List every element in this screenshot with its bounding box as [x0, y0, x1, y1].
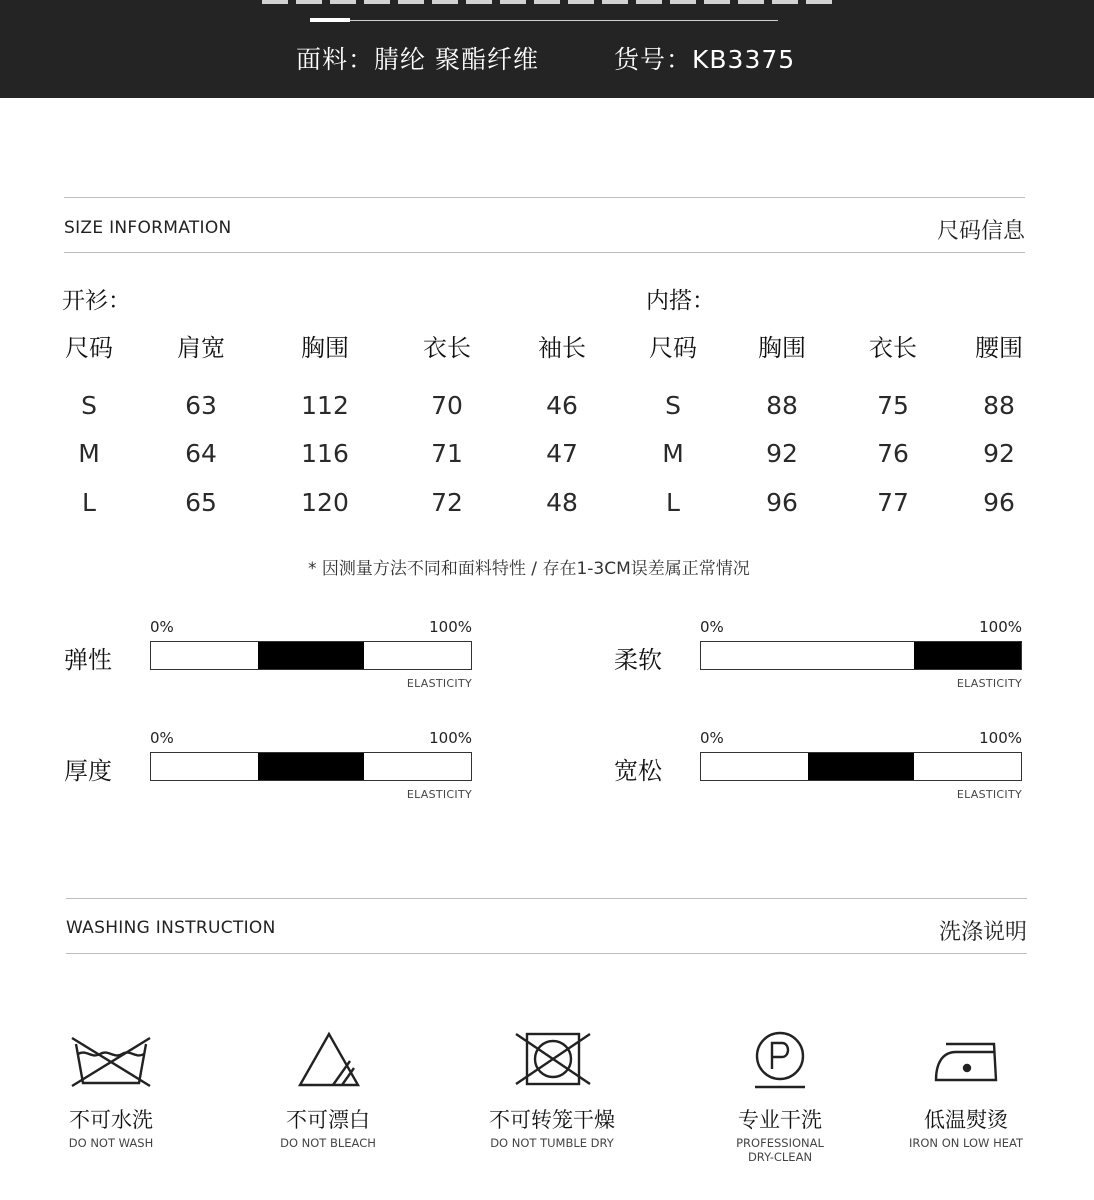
table-cell: 92 — [766, 439, 798, 468]
wash-label-en: DO NOT WASH — [68, 1136, 154, 1150]
table-cell: 76 — [877, 439, 909, 468]
gauge-max-label: 100% — [429, 729, 472, 747]
column-header: 袖长 — [538, 334, 586, 362]
table-cell: 96 — [983, 488, 1015, 517]
column-header: 尺码 — [65, 334, 113, 362]
table-cell: 120 — [301, 488, 349, 517]
no-wash-icon — [66, 1030, 156, 1090]
table-cell: 47 — [546, 439, 578, 468]
gauge-fill — [914, 642, 1021, 669]
inner-group-label: 内搭： — [646, 288, 715, 314]
gauge-max-label: 100% — [429, 618, 472, 636]
wash-label-en-2: DRY-CLEAN — [747, 1150, 813, 1164]
wash-label-zh: 低温熨烫 — [924, 1108, 1008, 1132]
gauge-bar — [700, 752, 1022, 781]
gauge-fill — [258, 642, 365, 669]
wash-label-zh: 不可转笼干燥 — [489, 1108, 615, 1132]
gauge-caption: ELASTICITY — [406, 788, 472, 801]
wash-label-en: DO NOT TUMBLE DRY — [490, 1136, 614, 1150]
table-cell: 116 — [301, 439, 349, 468]
wash-label-zh: 专业干洗 — [738, 1108, 822, 1132]
fabric-value: 腈纶 聚酯纤维 — [374, 45, 539, 74]
gauge-fill — [258, 753, 365, 780]
gauge-label: 弹性 — [64, 646, 112, 674]
table-cell: 46 — [546, 391, 578, 420]
gauge-label: 宽松 — [614, 757, 662, 785]
gauge-bar — [150, 752, 472, 781]
size-section-bottom-rule — [64, 252, 1025, 253]
table-cell: 88 — [766, 391, 798, 420]
size-section-top-rule — [64, 197, 1025, 198]
header-divider-mark — [310, 18, 350, 22]
gauge-min-label: 0% — [700, 618, 724, 636]
size-section-title-zh: 尺码信息 — [936, 219, 1025, 244]
gauge-label: 柔软 — [614, 646, 662, 674]
no-tumble-dry-icon — [508, 1028, 598, 1088]
sku-label: 货号： — [614, 45, 693, 74]
column-header: 衣长 — [869, 334, 917, 362]
gauge-min-label: 0% — [150, 729, 174, 747]
table-cell: M — [78, 439, 100, 468]
table-cell: L — [82, 488, 96, 517]
professional-dry-clean-icon — [735, 1025, 825, 1085]
wash-label-en: PROFESSIONAL — [736, 1136, 824, 1150]
wash-section-title-zh: 洗涤说明 — [938, 920, 1027, 945]
table-cell: 112 — [301, 391, 349, 420]
sku-value: KB3375 — [692, 45, 796, 74]
table-cell: 64 — [185, 439, 217, 468]
wash-label-en: DO NOT BLEACH — [280, 1136, 376, 1150]
no-bleach-icon — [284, 1028, 374, 1088]
gauge-caption: ELASTICITY — [406, 677, 472, 690]
iron-low-heat-icon — [922, 1030, 1012, 1090]
table-cell: 88 — [983, 391, 1015, 420]
column-header: 腰围 — [975, 334, 1023, 362]
table-cell: 75 — [877, 391, 909, 420]
table-cell: 63 — [185, 391, 217, 420]
wash-label-zh: 不可水洗 — [69, 1108, 153, 1132]
gauge-fill — [808, 753, 915, 780]
wash-section-bottom-rule — [66, 953, 1027, 954]
table-cell: 70 — [431, 391, 463, 420]
table-cell: M — [662, 439, 684, 468]
wash-section-top-rule — [66, 898, 1027, 899]
gauge-bar — [150, 641, 472, 670]
table-cell: 72 — [431, 488, 463, 517]
column-header: 尺码 — [649, 334, 697, 362]
table-cell: 71 — [431, 439, 463, 468]
gauge-max-label: 100% — [979, 729, 1022, 747]
wash-section-title-en: WASHING INSTRUCTION — [66, 918, 276, 938]
column-header: 胸围 — [301, 334, 349, 362]
column-header: 衣长 — [423, 334, 471, 362]
wash-label-zh: 不可漂白 — [286, 1108, 370, 1132]
table-cell: 96 — [766, 488, 798, 517]
column-header: 肩宽 — [177, 334, 225, 362]
gauge-caption: ELASTICITY — [956, 677, 1022, 690]
gauge-bar — [700, 641, 1022, 670]
table-cell: 92 — [983, 439, 1015, 468]
measurement-note: * 因测量方法不同和面料特性 / 存在1-3CM误差属正常情况 — [308, 559, 750, 579]
table-cell: 77 — [877, 488, 909, 517]
gauge-min-label: 0% — [150, 618, 174, 636]
table-cell: S — [81, 391, 97, 420]
table-cell: L — [666, 488, 680, 517]
cropped-title-strip — [262, 0, 832, 4]
gauge-min-label: 0% — [700, 729, 724, 747]
fabric-info — [296, 40, 539, 76]
sku-info — [614, 40, 795, 76]
size-section-title-en: SIZE INFORMATION — [64, 218, 232, 238]
table-cell: 65 — [185, 488, 217, 517]
table-cell: 48 — [546, 488, 578, 517]
gauge-caption: ELASTICITY — [956, 788, 1022, 801]
table-cell: S — [665, 391, 681, 420]
wash-label-en: IRON ON LOW HEAT — [909, 1136, 1023, 1150]
gauge-label: 厚度 — [64, 757, 112, 785]
fabric-label: 面料： — [296, 45, 375, 74]
cardigan-group-label: 开衫： — [62, 288, 131, 314]
header-divider — [310, 20, 778, 21]
column-header: 胸围 — [758, 334, 806, 362]
header-banner — [0, 0, 1094, 98]
gauge-max-label: 100% — [979, 618, 1022, 636]
